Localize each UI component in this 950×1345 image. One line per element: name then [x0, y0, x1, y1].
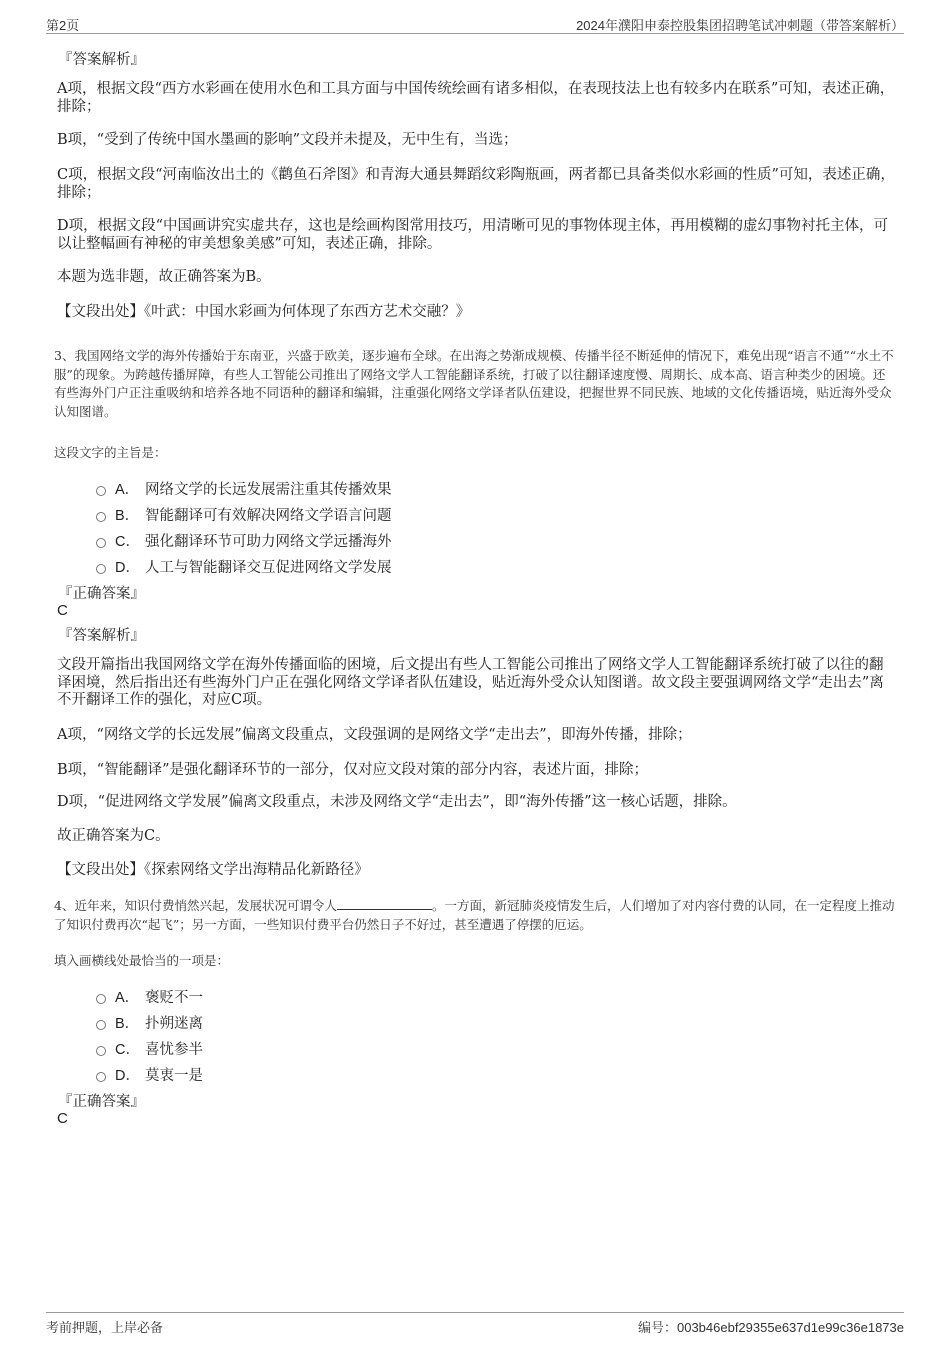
q4-correct-answer: C: [57, 1110, 68, 1127]
q3-analysis-label: 『答案解析』: [58, 628, 145, 644]
q3-conclusion: 故正确答案为C。: [57, 828, 170, 844]
option-letter: C．: [115, 1042, 140, 1058]
option-text: 强化翻译环节可助力网络文学远播海外: [145, 534, 392, 550]
radio-icon[interactable]: [96, 1020, 106, 1030]
option-text: 褒贬不一: [145, 990, 203, 1006]
radio-icon[interactable]: [96, 1072, 106, 1082]
option-text: 喜忧参半: [145, 1042, 203, 1058]
q4-correct-label: 『正确答案』: [58, 1094, 145, 1110]
q3-correct-answer: C: [57, 602, 68, 619]
option-letter: B．: [115, 508, 140, 524]
fill-blank: [337, 897, 432, 910]
option-text: 莫衷一是: [145, 1068, 203, 1084]
q4-option-c[interactable]: [96, 1038, 203, 1059]
q4-prompt: 填入画横线处最恰当的一项是：: [54, 953, 230, 968]
q2-conclusion: 本题为选非题，故正确答案为B。: [57, 269, 271, 285]
option-letter: D．: [115, 1068, 140, 1084]
q2-source: 【文段出处】《叶武：中国水彩画为何体现了东西方艺术交融？》: [57, 304, 471, 320]
q4-question-before: 4、近年来，知识付费悄然兴起，发展状况可谓令人: [54, 898, 337, 913]
option-text: 扑朔迷离: [145, 1016, 203, 1032]
q3-option-b[interactable]: [96, 504, 392, 525]
page-number: 第2页: [46, 18, 80, 33]
q3-correct-label: 『正确答案』: [58, 586, 145, 602]
q3-prompt: 这段文字的主旨是：: [54, 445, 167, 460]
option-letter: A．: [115, 482, 140, 498]
q3-source: 【文段出处】《探索网络文学出海精品化新路径》: [57, 862, 369, 878]
q4-question-after: 。一方面，新冠肺炎疫情发生后，人们增加了对内容付费的认同，在一定程度上推动了知识付费再次“起飞”；另一方面，一些知识付费平台仍然日子不好过，甚至遭遇了停摆的厄运。: [54, 898, 895, 932]
q3-question-text: 3、我国网络文学的海外传播始于东南亚，兴盛于欧美，逐步遍布全球。在出海之势渐成规模、传播半径不断延伸的情况下，难免出现“语言不通”“水土不服”的现象。为跨越传播屏障，有些人工智能公司推出了网络文学人工智能翻译系统，打破了以往翻译速度慢、周期长、成本高、语言种类少的困境。还有些海外门户正注重吸纳和培养各地不同语种的翻译和编辑，注重强化网络文学译者队伍建设，把握世界不同民族、地域的文化传播语境，贴近海外受众认知图谱。: [54, 348, 894, 419]
option-letter: A．: [115, 990, 140, 1006]
q4-question-text: [54, 897, 896, 934]
option-text: 网络文学的长远发展需注重其传播效果: [145, 482, 392, 498]
q2-analysis-label: 『答案解析』: [58, 52, 145, 68]
q3-analysis-d: D项，“促进网络文学发展”偏离文段重点，未涉及网络文学“走出去”，即“海外传播”这一核心话题，排除。: [57, 794, 737, 810]
footer-slogan: 考前押题，上岸必备: [46, 1320, 164, 1335]
radio-icon[interactable]: [96, 512, 106, 522]
q4-option-d[interactable]: [96, 1064, 203, 1085]
document-title: 2024年濮阳申泰控股集团招聘笔试冲刺题（带答案解析）: [576, 18, 904, 33]
q4-option-a[interactable]: [96, 986, 203, 1007]
option-text: 智能翻译可有效解决网络文学语言问题: [145, 508, 392, 524]
q3-option-c[interactable]: [96, 530, 392, 551]
radio-icon[interactable]: [96, 994, 106, 1004]
q3-option-d[interactable]: [96, 556, 392, 577]
q3-analysis-main: 文段开篇指出我国网络文学在海外传播面临的困境，后文提出有些人工智能公司推出了网络文学人工智能翻译系统打破了以往的翻译困境，然后指出还有些海外门户正在强化网络文学译者队伍建设，贴近海外受众认知图谱。故文段主要强调网络文学“走出去”离不开翻译工作的强化，对应C项。: [57, 657, 884, 708]
option-text: 人工与智能翻译交互促进网络文学发展: [145, 560, 392, 576]
option-letter: D．: [115, 560, 140, 576]
q2-analysis-a: A项，根据文段“西方水彩画在使用水色和工具方面与中国传统绘画有诸多相似，在表现技法上也有较多内在联系”可知，表述正确，排除；: [57, 81, 895, 115]
option-letter: B．: [115, 1016, 140, 1032]
q3-analysis-a: A项，“网络文学的长远发展”偏离文段重点，文段强调的是网络文学“走出去”，即海外传播，排除；: [57, 727, 692, 743]
q2-analysis-d: D项，根据文段“中国画讲究实虚共存，这也是绘画构图常用技巧，用清晰可见的事物体现主体，再用模糊的虚幻事物衬托主体，可以让整幅画有神秘的审美想象美感”可知，表述正确，排除。: [57, 218, 889, 252]
radio-icon[interactable]: [96, 564, 106, 574]
q3-option-a[interactable]: [96, 478, 392, 499]
q3-analysis-b: B项，“智能翻译”是强化翻译环节的一部分，仅对应文段对策的部分内容，表述片面，排除；: [57, 762, 648, 778]
q2-analysis-c: C项，根据文段“河南临汝出土的《鹳鱼石斧图》和青海大通县舞蹈纹彩陶瓶画，两者都已具备类似水彩画的性质”可知，表述正确，排除；: [57, 167, 895, 201]
q4-option-b[interactable]: [96, 1012, 203, 1033]
radio-icon[interactable]: [96, 1046, 106, 1056]
document-code: 编号：003b46ebf29355e637d1e99c36e1873e: [637, 1320, 904, 1335]
radio-icon[interactable]: [96, 486, 106, 496]
option-letter: C．: [115, 534, 140, 550]
radio-icon[interactable]: [96, 538, 106, 548]
page-footer: [46, 1312, 904, 1337]
q2-analysis-b: B项，“受到了传统中国水墨画的影响”文段并未提及，无中生有，当选；: [57, 132, 518, 148]
page-header: [46, 13, 904, 34]
